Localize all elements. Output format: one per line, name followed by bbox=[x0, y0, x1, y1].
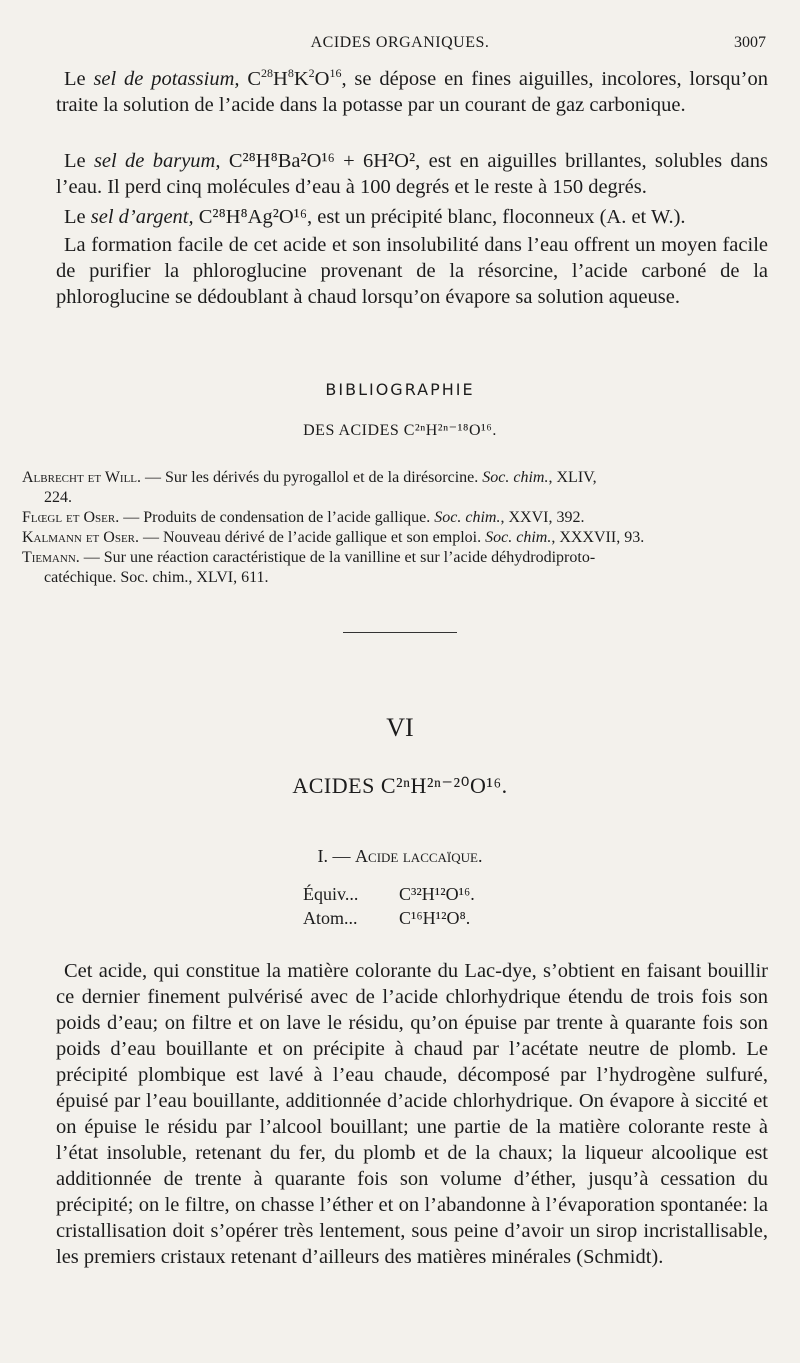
atom-line: Atom... C¹⁶H¹²O⁸. bbox=[303, 908, 471, 928]
chapter-number: VI bbox=[386, 713, 414, 742]
potassium-term: sel de potassium, bbox=[93, 68, 240, 90]
potassium-lead: Le bbox=[64, 68, 94, 90]
paragraph-argent bbox=[56, 204, 768, 230]
reference-albrecht: Albrecht et Will. — Sur les dérivés du pyrogallol et de la dirésorcine. Soc. chim., XLIV, 224. bbox=[22, 469, 597, 506]
potassium-text: , se dépose en fines aiguilles, incolores, lorsqu’on traite la solution de l’acide dans la potasse par un courant de gaz carbonique. bbox=[56, 68, 768, 116]
bibliography-subtitle: DES ACIDES C²ⁿH²ⁿ⁻¹⁸O¹⁶. bbox=[303, 422, 497, 439]
paragraph-potassium bbox=[56, 66, 768, 118]
reference-tiemann: Tiemann. — Sur une réaction caractéristique de la vanilline et sur l’acide déhydrodiproto- catéchique. Soc. chim., XLVI, 611. bbox=[22, 549, 596, 586]
paragraph-formation: La formation facile de cet acide et son insolubilité dans l’eau offrent un moyen facile de purifier la phloroglucine provenant de la résorcine, l’acide carboné de la phloroglucine se dédoublant à chaud lorsqu’on évapore sa solution aqueuse. bbox=[56, 234, 768, 308]
baryum-text: , est en aiguilles brillantes, solubles dans l’eau. Il perd cinq molécules d’eau à 100 degrés et le reste à 150 degrés. bbox=[56, 150, 768, 198]
bibliography-title: BIBLIOGRAPHIE bbox=[325, 380, 475, 399]
baryum-formula: C²⁸H⁸Ba²O¹⁶ + 6H²O² bbox=[228, 150, 416, 172]
section-divider bbox=[343, 632, 457, 633]
reference-kalmann: Kalmann et Oser. — Nouveau dérivé de l’acide gallique et son emploi. Soc. chim., XXXVII, 93. bbox=[22, 529, 645, 546]
argent-text: , est un précipité blanc, floconneux (A. et W.). bbox=[306, 206, 686, 228]
baryum-term: sel de baryum, bbox=[93, 150, 221, 172]
paragraph-baryum bbox=[56, 148, 768, 200]
subheading: I. — Acide laccaïque. bbox=[317, 846, 483, 866]
argent-lead: Le bbox=[64, 206, 91, 228]
argent-formula: C²⁸H⁸Ag²O¹⁶ bbox=[198, 206, 307, 228]
reference-floegl: Flœgl et Oser. — Produits de condensation de l’acide gallique. Soc. chim., XXVI, 392. bbox=[22, 509, 585, 526]
running-head bbox=[0, 34, 800, 56]
paragraph-main: Cet acide, qui constitue la matière colorante du Lac-dye, s’obtient en faisant bouillir ce dernier finement pulvérisé avec de l’acide chlorhydrique étendu de trois fois son poids d’eau; on filtre et on lave le résidu, qu’on épuise par trente à quarante fois son poids d’eau bouillante et on précipite à chaud par l’acétate neutre de plomb. Le précipité plombique est lavé à l’eau chaude, décomposé par l’hydrogène sulfuré, épuisé par l’eau bouillante, additionnée d’acide chlorhydrique. On évapore à siccité et on épuise le résidu par l’alcool bouillant; une partie de la matière colorante reste à l’état insoluble, retenant du fer, du plomb et de la chaux; la liqueur alcoolique est additionnée de trente à quarante fois son volume d’éther, jusqu’à cessation du précipité; on le filtre, on chasse l’éther et on l’abandonne à l’évaporation spontanée: la cristallisation doit s’opérer très lentement, sous peine d’avoir un sirop incristallisable, les premiers cristaux retenant d’ailleurs des matières minérales (Schmidt). bbox=[56, 960, 768, 1268]
argent-term: sel d’argent, bbox=[90, 206, 194, 228]
baryum-lead: Le bbox=[64, 150, 94, 172]
equiv-line: Équiv... C³²H¹²O¹⁶. bbox=[303, 884, 475, 904]
page-number: 3007 bbox=[734, 34, 766, 51]
chapter-title: ACIDES C²ⁿH²ⁿ⁻²⁰O¹⁶. bbox=[292, 773, 508, 798]
potassium-formula: $C^{28}H^8K^2O^{16}$ bbox=[247, 66, 342, 90]
running-title: ACIDES ORGANIQUES. bbox=[310, 34, 490, 51]
